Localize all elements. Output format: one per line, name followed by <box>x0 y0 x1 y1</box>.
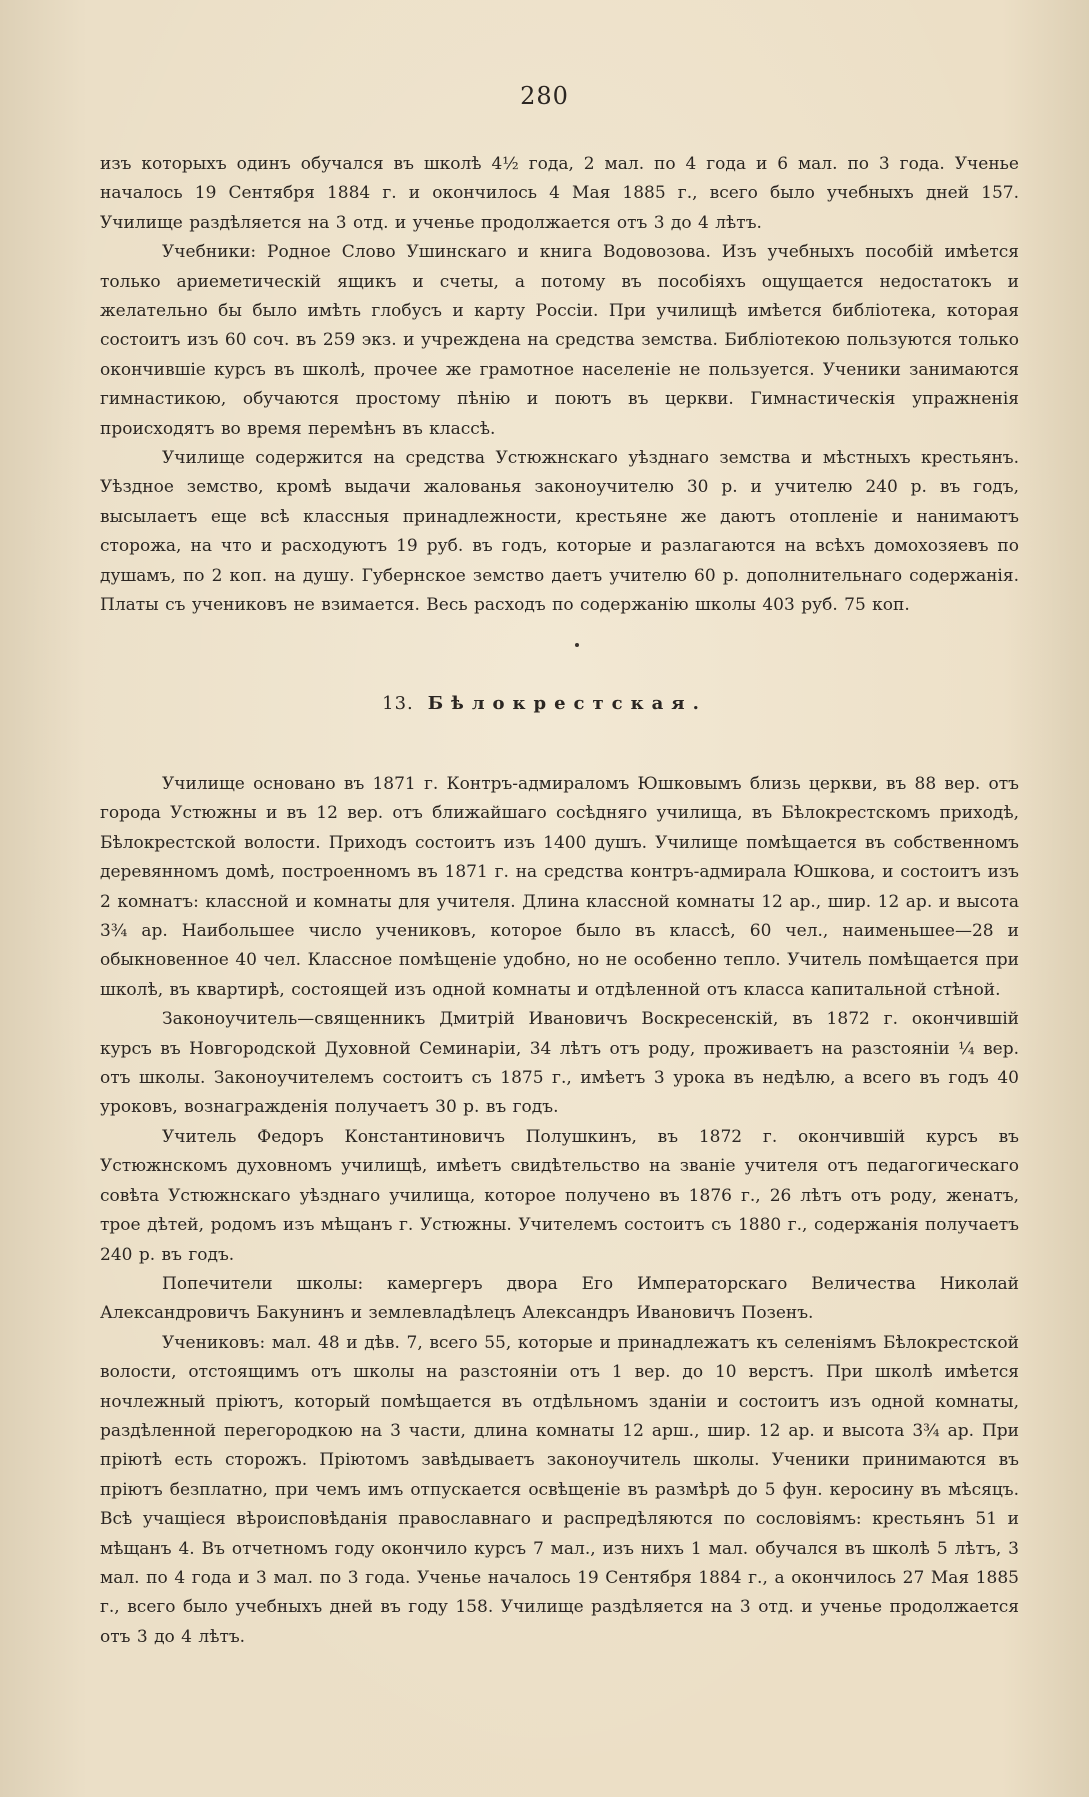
top-text-block <box>100 150 1019 621</box>
printer-dot-mark <box>575 643 579 647</box>
paragraph-continued: изъ которыхъ одинъ обучался въ школѣ 4½ года, 2 мал. по 4 года и 6 мал. по 3 года. Ученье началось 19 Сентября 1884 г. и окончилось 4 Мая 1885 г., всего было учебныхъ дней 157. Училище раздѣляется на 3 отд. и ученье продолжается отъ 3 до 4 лѣтъ. <box>100 154 1019 233</box>
section-number: 13. <box>382 693 414 714</box>
section-title: Бѣлокрестская. <box>427 693 707 714</box>
paragraph-religion-teacher: Законоучитель—священникъ Дмитрій Ивановичъ Воскресенскій, въ 1872 г. окончившій курсъ въ Новгородской Духовной Семинаріи, 34 лѣтъ отъ роду, проживаетъ на разстояніи ¼ вер. отъ школы. Законоучителемъ состоитъ съ 1875 г., имѣетъ 3 урока въ недѣлю, а всего въ годъ 40 уроковъ, вознагражденія получаетъ 30 р. въ годъ. <box>100 1009 1019 1118</box>
paragraph-founding: Училище основано въ 1871 г. Контръ-адмираломъ Юшковымъ близь церкви, въ 88 вер. отъ города Устюжны и въ 12 вер. отъ ближайшаго сосѣдняго училища, въ Бѣлокрестскомъ приходѣ, Бѣлокрестской волости. Приходъ состоитъ изъ 1400 душъ. Училище помѣщается въ собственномъ деревянномъ домѣ, построенномъ въ 1871 г. на средства контръ-адмирала Юшкова, и состоитъ изъ 2 комнатъ: классной и комнаты для учителя. Длина классной комнаты 12 ар., шир. 12 ар. и высота 3¾ ар. Наибольшее число учениковъ, которое было въ классѣ, 60 чел., наименьшее—28 и обыкновенное 40 чел. Классное помѣщеніе удобно, но не особенно тепло. Учитель помѣщается при школѣ, въ квартирѣ, состоящей изъ одной комнаты и отдѣленной отъ класса капитальной стѣной. <box>100 774 1019 1000</box>
paragraph-funding: Училище содержится на средства Устюжнскаго уѣзднаго земства и мѣстныхъ крестьянъ. Уѣздное земство, кромѣ выдачи жалованья законоучителю 30 р. и учителю 240 р. въ годъ, высылаетъ еще всѣ классныя принадлежности, крестьяне же даютъ отопленіе и нанимаютъ сторожа, на что и расходуютъ 19 руб. въ годъ, которые и разлагаются на всѣхъ домохозяевъ по душамъ, по 2 коп. на душу. Губернское земство даетъ учителю 60 р. дополнительнаго содержанія. Платы съ учениковъ не взимается. Весь расходъ по содержанію школы 403 руб. 75 коп. <box>100 448 1019 616</box>
section-heading <box>0 693 1089 714</box>
paragraph-textbooks: Учебники: Родное Слово Ушинскаго и книга Водовозова. Изъ учебныхъ пособій имѣется только ариеметическій ящикъ и счеты, а потому въ пособіяхъ ощущается недостатокъ и желательно бы было имѣть глобусъ и карту Россіи. При училищѣ имѣется библіотека, которая состоитъ изъ 60 соч. въ 259 экз. и учреждена на средства земства. Библіотекою пользуются только окончившіе курсъ въ школѣ, прочее же грамотное населеніе не пользуется. Ученики занимаются гимнастикою, обучаются простому пѣнію и поютъ въ церкви. Гимнастическія упражненія происходятъ во время перемѣнъ въ классѣ. <box>100 242 1019 439</box>
paragraph-students: Учениковъ: мал. 48 и дѣв. 7, всего 55, которые и принадлежатъ къ селеніямъ Бѣлокрестской волости, отстоящимъ отъ школы на разстояніи отъ 1 вер. до 10 верстъ. При школѣ имѣется ночлежный пріютъ, который помѣщается въ отдѣльномъ зданіи и состоитъ изъ одной комнаты, раздѣленной перегородкою на 3 части, длина комнаты 12 арш., шир. 12 ар. и высота 3¾ ар. При пріютѣ есть сторожъ. Пріютомъ завѣдываетъ законоучитель школы. Ученики принимаются въ пріютъ безплатно, при чемъ имъ отпускается освѣщеніе въ размѣрѣ до 5 фун. керосину въ мѣсяцъ. Всѣ учащіеся вѣроисповѣданія православнаго и распредѣляются по сословіямъ: крестьянъ 51 и мѣщанъ 4. Въ отчетномъ году окончило курсъ 7 мал., изъ нихъ 1 мал. обучался въ школѣ 5 лѣтъ, 3 мал. по 4 года и 3 мал. по 3 года. Ученье началось 19 Сентября 1884 г., а окончилось 27 Мая 1885 г., всего было учебныхъ дней въ году 158. Училище раздѣляется на 3 отд. и ученье продолжается отъ 3 до 4 лѣтъ. <box>100 1332 1019 1647</box>
paragraph-trustees: Попечители школы: камергеръ двора Его Императорскаго Величества Николай Александровичъ Бакунинъ и землевладѣлецъ Александръ Ивановичъ Позенъ. <box>100 1273 1019 1324</box>
paragraph-teacher: Учитель Федоръ Константиновичъ Полушкинъ, въ 1872 г. окончившій курсъ въ Устюжнскомъ духовномъ училищѣ, имѣетъ свидѣтельство на званіе учителя отъ педагогическаго совѣта Устюжнскаго уѣзднаго училища, которое получено въ 1876 г., 26 лѣтъ отъ роду, женатъ, трое дѣтей, родомъ изъ мѣщанъ г. Устюжны. Учителемъ состоитъ съ 1880 г., содержанія получаетъ 240 р. въ годъ. <box>100 1126 1019 1265</box>
bottom-text-block <box>100 770 1019 1652</box>
page-number: 280 <box>520 82 569 110</box>
